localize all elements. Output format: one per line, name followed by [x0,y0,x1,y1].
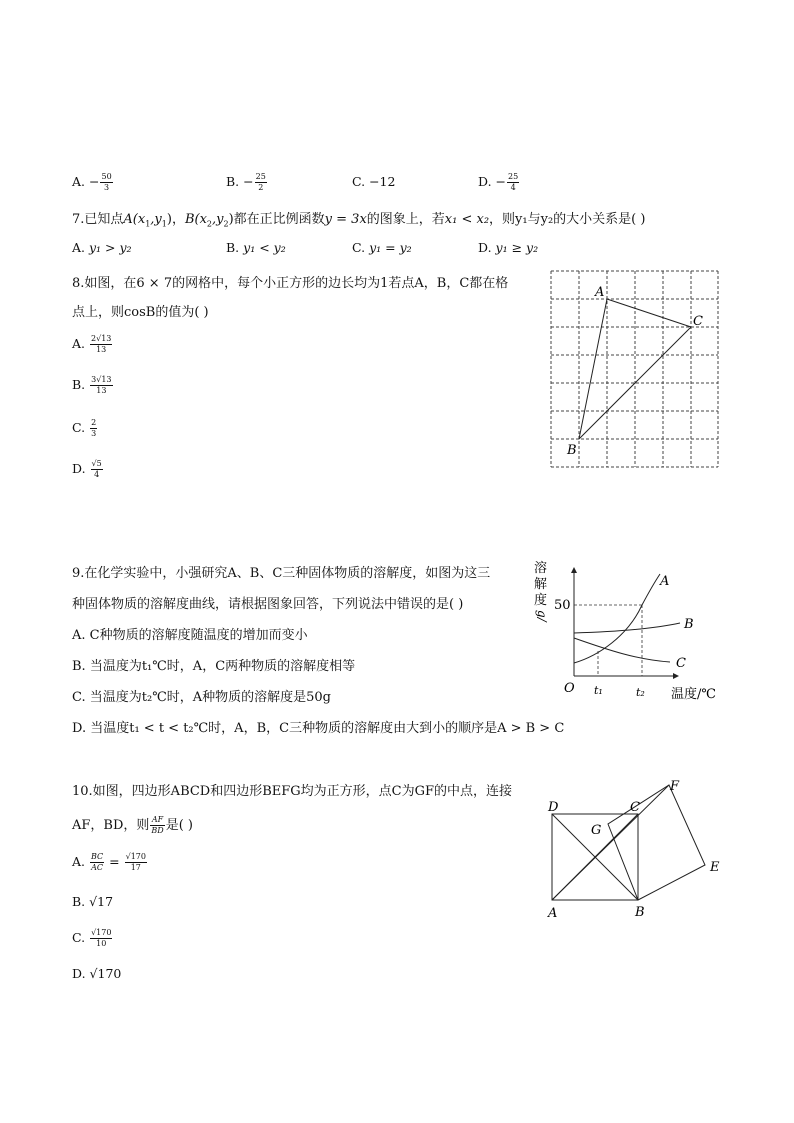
q9-t1-label: t₁ [594,684,603,697]
q9-option-b: B. 当温度为t₁℃时，A，C两种物质的溶解度相等 [72,659,356,674]
q10-stem-line2: AF，BD，则 $\frac{AF}{BD}$ 是( ) [72,815,193,835]
q9-ylabel-3: 度 [534,593,548,608]
q9-curve-label-a: A [660,574,670,589]
q7-option-c: C. y₁ = y₂ [352,240,412,255]
q9-ylabel-unit: g/ [535,610,549,622]
q7-stem: 7.已知点$A(x_1,y_1)$，$B(x_2,y_2)$都在正比例函数y = 3x的图象上，若x₁ < x₂，则y₁与y₂的大小关系是( ) [72,212,646,229]
q9-stem-line2: 种固体物质的溶解度曲线，请根据图象回答，下列说法中错误的是( ) [72,597,464,612]
q10-option-d: D. √170 [72,966,122,981]
q9-ylabel-2: 解 [534,577,548,592]
q8-grid-lines [551,271,718,467]
q8-stem-line2: 点上，则cosB的值为( ) [72,305,209,320]
q9-curve-a [574,574,660,663]
q10-label-b: B [635,905,645,920]
q8-option-a: A. $\frac{2√13}{13}$ [72,334,112,354]
q9-stem-line1: 9.在化学实验中，小强研究A、B、C三种固体物质的溶解度，如图为这三 [72,566,491,581]
q10-label-e: E [710,860,720,875]
q6-option-b-fraction: $\frac{25}{2}$ [255,172,266,192]
q7-option-b: B. y₁ < y₂ [226,240,286,255]
q9-option-a: A. C种物质的溶解度随温度的增加而变小 [72,628,308,643]
q9-option-d: D. 当温度t₁ < t < t₂℃时，A，B，C三种物质的溶解度由大到小的顺序是A > B > C [72,721,565,736]
q9-ylabel-1: 溶 [534,561,548,576]
q10-label-d: D [548,800,559,815]
q8-grid-figure [548,268,723,470]
q10-option-a: A. $\frac{BC}{AC}$ = $\frac{√170}{17}$ [72,852,146,872]
q6-option-b: B. − $\frac{25}{2}$ [226,172,266,192]
q9-origin: O [564,681,575,696]
q6-option-c: C. −12 [352,174,396,189]
q9-solubility-graph [528,558,728,708]
q10-label-c: C [630,800,640,815]
q7-option-d: D. y₁ ≥ y₂ [478,240,539,255]
q8-option-d: D. $\frac{√5}{4}$ [72,459,102,479]
q9-option-c: C. 当温度为t₂℃时，A种物质的溶解度是50g [72,690,331,705]
q7-option-a: A. y₁ > y₂ [72,240,132,255]
q6-option-a: A. − $\frac{50}{3}$ [72,172,112,192]
q9-t2-label: t₂ [636,686,645,699]
q8-label-c: C [693,314,703,329]
q8-option-c: C. $\frac{2}{3}$ [72,418,97,438]
q10-stem-line1: 10.如图，四边形ABCD和四边形BEFG均为正方形，点C为GF的中点，连接 [72,784,513,799]
q6-option-a-fraction: $\frac{50}{3}$ [101,172,112,192]
q8-stem-line1: 8.如图，在6 × 7的网格中，每个小正方形的边长均为1若点A，B，C都在格 [72,276,509,291]
q8-label-b: B [567,443,577,458]
q10-squares-figure [540,770,730,925]
q10-label-a: A [548,906,558,921]
q9-curve-label-c: C [676,656,686,671]
q8-label-a: A [595,285,605,300]
q10-option-c: C. $\frac{√170}{10}$ [72,928,112,948]
q6-option-d: D. − $\frac{25}{4}$ [478,172,519,192]
q10-option-b: B. √17 [72,894,114,909]
q9-y-tick-50: 50 [554,598,571,613]
q10-label-f: F [670,779,680,794]
q9-curve-label-b: B [684,617,694,632]
q10-label-g: G [591,823,602,838]
q8-option-b: B. $\frac{3√13}{13}$ [72,375,112,395]
q9-x-label: 温度/℃ [671,687,716,702]
q9-guide-lines [574,605,642,676]
q6-option-d-fraction: $\frac{25}{4}$ [508,172,519,192]
q10-figure-lines [552,785,705,900]
q9-curve-c [574,638,670,662]
